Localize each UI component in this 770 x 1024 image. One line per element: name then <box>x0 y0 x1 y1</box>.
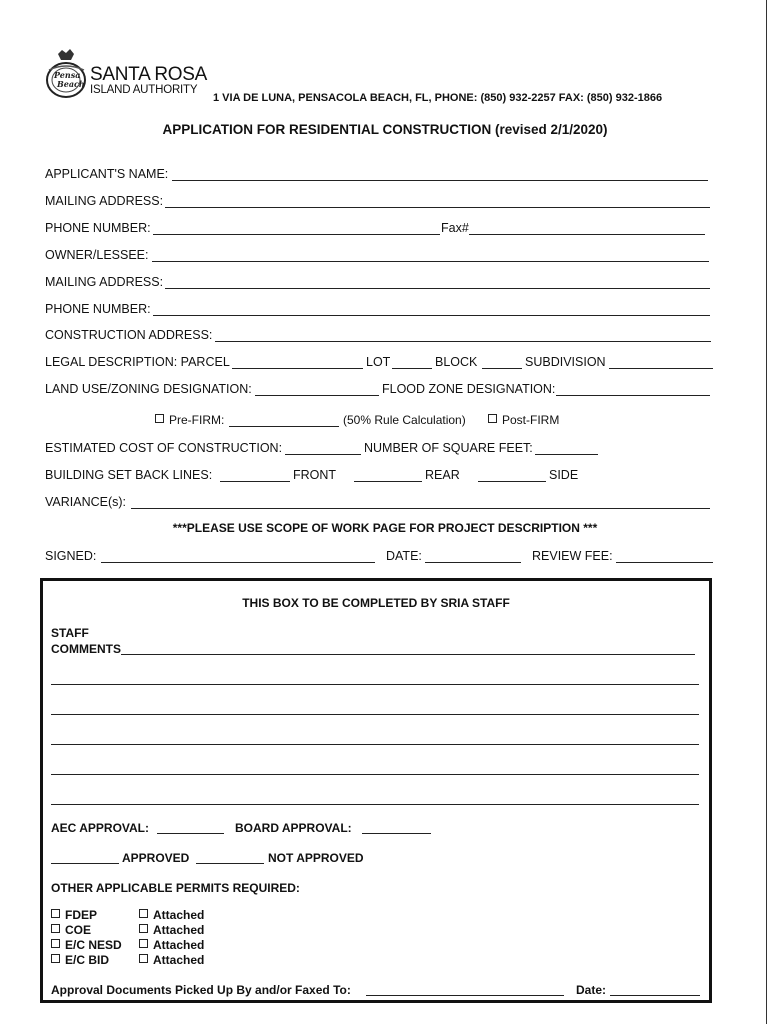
post-firm-label: Post-FIRM <box>502 413 560 427</box>
comments-label: COMMENTS <box>51 642 121 656</box>
pensacola-beach-seal-logo <box>44 48 92 100</box>
mailing-address-label: MAILING ADDRESS: <box>45 194 164 208</box>
estimated-cost-field[interactable] <box>285 454 361 455</box>
block-label: BLOCK <box>435 355 478 369</box>
board-approval-label: BOARD APPROVAL: <box>235 821 352 835</box>
mailing-address-field[interactable] <box>165 207 710 208</box>
attached-label: Attached <box>153 908 205 922</box>
owner-mailing-address-field[interactable] <box>165 288 710 289</box>
comments-line-6[interactable] <box>51 804 699 805</box>
pickup-date-field[interactable] <box>610 995 700 996</box>
land-use-label: LAND USE/ZONING DESIGNATION: <box>45 382 252 396</box>
lot-field[interactable] <box>392 368 432 369</box>
pickup-date-label: Date: <box>576 983 607 997</box>
permit-ec-bid[interactable] <box>51 953 109 967</box>
signed-label: SIGNED: <box>45 549 97 563</box>
scope-note: ***PLEASE USE SCOPE OF WORK PAGE FOR PROJECT DESCRIPTION *** <box>172 521 598 535</box>
applicant-name-field[interactable] <box>172 180 708 181</box>
attached-label: Attached <box>153 953 205 967</box>
svg-text:Beach: Beach <box>57 79 85 89</box>
legal-description-label: LEGAL DESCRIPTION: PARCEL <box>45 355 230 369</box>
comments-line-5[interactable] <box>51 774 699 775</box>
approved-field[interactable] <box>51 863 119 864</box>
not-approved-label: NOT APPROVED <box>268 851 364 865</box>
block-field[interactable] <box>482 368 522 369</box>
variances-field[interactable] <box>131 508 710 509</box>
pre-firm-checkbox[interactable] <box>155 414 164 423</box>
rule-calc-label: (50% Rule Calculation) <box>343 413 466 427</box>
comments-line-4[interactable] <box>51 744 699 745</box>
attached-checkbox[interactable] <box>139 939 148 948</box>
org-name: SANTA ROSA <box>90 64 208 85</box>
estimated-cost-label: ESTIMATED COST OF CONSTRUCTION: <box>45 441 283 455</box>
setback-label: BUILDING SET BACK LINES: <box>45 468 213 482</box>
comments-line-3[interactable] <box>51 714 699 715</box>
signature-field[interactable] <box>101 562 375 563</box>
land-use-field[interactable] <box>255 395 379 396</box>
permit-name: E/C NESD <box>65 938 122 952</box>
date-label: DATE: <box>386 549 422 563</box>
page-edge-line <box>766 0 767 1024</box>
attached-checkbox[interactable] <box>139 909 148 918</box>
subdivision-label: SUBDIVISION <box>525 355 606 369</box>
address-line: 1 VIA DE LUNA, PENSACOLA BEACH, FL, PHONE: (850) 932-2257 FAX: (850) 932-1866 <box>213 92 663 104</box>
permit-fdep-attached[interactable] <box>139 908 204 922</box>
pre-firm-option[interactable] <box>155 413 224 427</box>
parcel-field[interactable] <box>232 368 363 369</box>
permit-ec-nesd-attached[interactable] <box>139 938 204 952</box>
pre-firm-field[interactable] <box>229 426 339 427</box>
owner-mailing-address-label: MAILING ADDRESS: <box>45 275 164 289</box>
construction-address-label: CONSTRUCTION ADDRESS: <box>45 328 213 342</box>
pickup-label: Approval Documents Picked Up By and/or Faxed To: <box>51 983 351 997</box>
permit-name: COE <box>65 923 92 937</box>
form-title: APPLICATION FOR RESIDENTIAL CONSTRUCTION (revised 2/1/2020) <box>162 122 608 137</box>
owner-phone-number-label: PHONE NUMBER: <box>45 302 151 316</box>
svg-text:Pensa: Pensa <box>54 70 81 80</box>
pre-firm-label: Pre-FIRM: <box>169 413 225 427</box>
permit-coe-attached[interactable] <box>139 923 204 937</box>
owner-lessee-label: OWNER/LESSEE: <box>45 248 149 262</box>
permit-coe[interactable] <box>51 923 91 937</box>
not-approved-field[interactable] <box>196 863 264 864</box>
permit-fdep[interactable] <box>51 908 97 922</box>
side-setback-field[interactable] <box>478 481 546 482</box>
aec-approval-field[interactable] <box>157 833 224 834</box>
side-label: SIDE <box>549 468 579 482</box>
phone-number-field[interactable] <box>153 234 440 235</box>
attached-checkbox[interactable] <box>139 954 148 963</box>
applicant-name-label: APPLICANT'S NAME: <box>45 167 169 181</box>
attached-label: Attached <box>153 923 205 937</box>
permit-checkbox[interactable] <box>51 939 60 948</box>
fax-label: Fax# <box>441 221 469 235</box>
rear-setback-field[interactable] <box>354 481 422 482</box>
flood-zone-field[interactable] <box>556 395 710 396</box>
org-subtitle: ISLAND AUTHORITY <box>90 84 198 96</box>
pickup-field[interactable] <box>366 995 564 996</box>
construction-address-field[interactable] <box>215 341 711 342</box>
permit-checkbox[interactable] <box>51 924 60 933</box>
aec-approval-label: AEC APPROVAL: <box>51 821 150 835</box>
square-feet-label: NUMBER OF SQUARE FEET: <box>364 441 533 455</box>
approved-label: APPROVED <box>122 851 190 865</box>
attached-label: Attached <box>153 938 205 952</box>
comments-line-2[interactable] <box>51 684 699 685</box>
owner-phone-number-field[interactable] <box>153 315 710 316</box>
staff-box-heading: THIS BOX TO BE COMPLETED BY SRIA STAFF <box>242 596 510 610</box>
permit-ec-nesd[interactable] <box>51 938 122 952</box>
staff-label: STAFF <box>51 626 89 640</box>
other-permits-label: OTHER APPLICABLE PERMITS REQUIRED: <box>51 881 300 895</box>
lot-label: LOT <box>366 355 391 369</box>
attached-checkbox[interactable] <box>139 924 148 933</box>
square-feet-field[interactable] <box>535 454 598 455</box>
post-firm-checkbox[interactable] <box>488 414 497 423</box>
board-approval-field[interactable] <box>362 833 431 834</box>
fax-field[interactable] <box>469 234 705 235</box>
date-field[interactable] <box>425 562 521 563</box>
post-firm-option[interactable] <box>488 413 559 427</box>
rear-label: REAR <box>425 468 460 482</box>
flood-zone-label: FLOOD ZONE DESIGNATION: <box>382 382 556 396</box>
comments-line-1[interactable] <box>121 654 695 655</box>
permit-checkbox[interactable] <box>51 954 60 963</box>
review-fee-label: REVIEW FEE: <box>532 549 613 563</box>
permit-name: E/C BID <box>65 953 110 967</box>
permit-checkbox[interactable] <box>51 909 60 918</box>
subdivision-field[interactable] <box>609 368 713 369</box>
front-label: FRONT <box>293 468 337 482</box>
permit-ec-bid-attached[interactable] <box>139 953 204 967</box>
review-fee-field[interactable] <box>616 562 713 563</box>
permit-name: FDEP <box>65 908 98 922</box>
front-setback-field[interactable] <box>220 481 290 482</box>
owner-lessee-field[interactable] <box>152 261 709 262</box>
phone-number-label: PHONE NUMBER: <box>45 221 151 235</box>
variances-label: VARIANCE(s): <box>45 495 127 509</box>
